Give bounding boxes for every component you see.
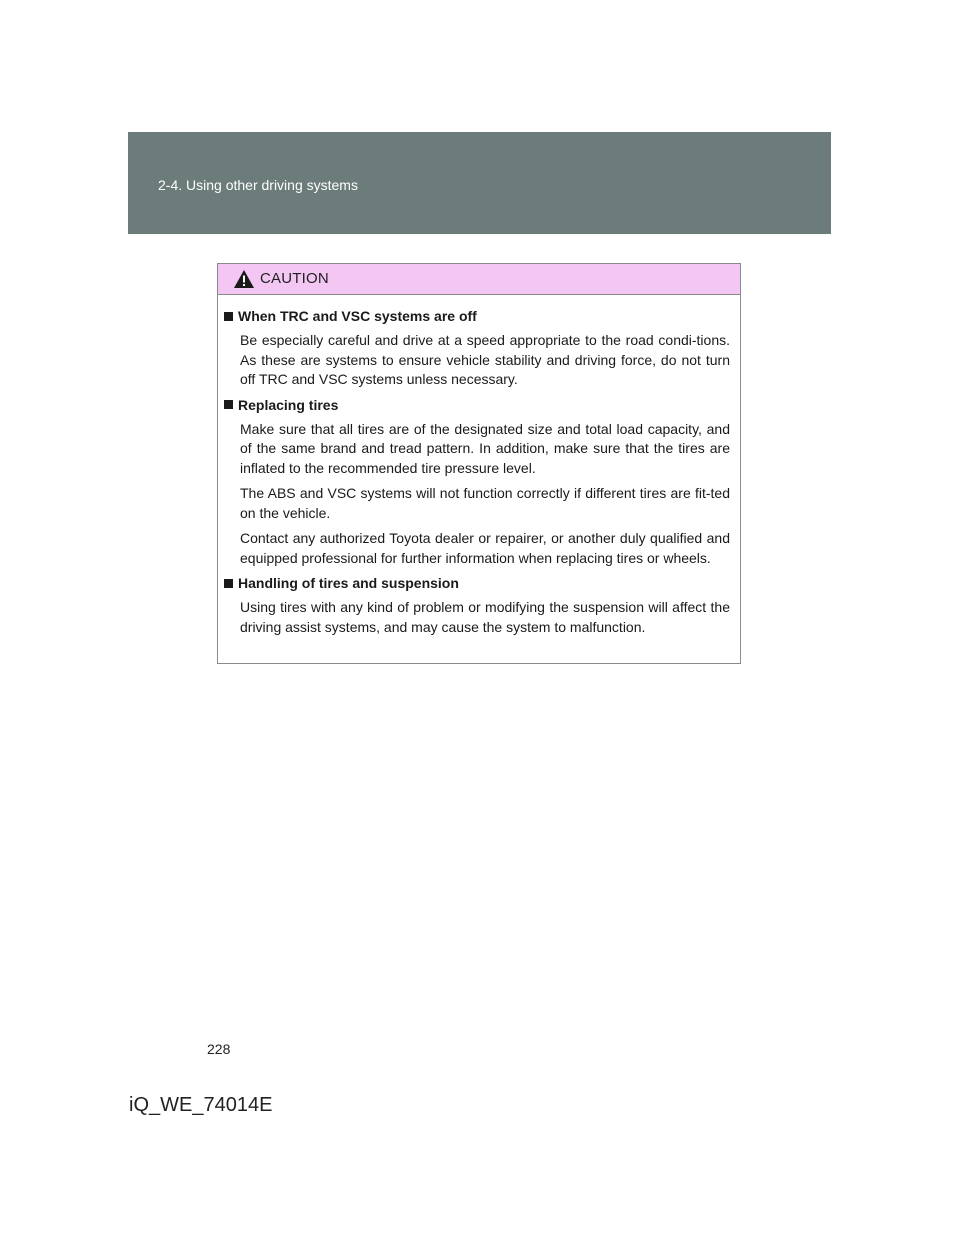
caution-title: CAUTION <box>260 270 329 287</box>
section-title: 2-4. Using other driving systems <box>158 177 358 193</box>
caution-section-tires-suspension <box>224 574 730 637</box>
caution-item-heading-text: Replacing tires <box>238 396 339 413</box>
caution-paragraph: The ABS and VSC systems will not function correctly if different tires are fit-ted on the vehicle. <box>240 485 730 521</box>
caution-paragraph: Make sure that all tires are of the designated size and total load capacity, and of the same brand and tread pattern. In addition, make sure that the tires are inflated to the recommended tire pressure level. <box>240 420 730 476</box>
caution-header <box>218 264 740 295</box>
warning-triangle-icon <box>233 269 255 289</box>
caution-section-trc-vsc-off <box>224 307 730 390</box>
document-code: iQ_WE_74014E <box>129 1094 273 1116</box>
square-bullet-icon <box>224 400 233 409</box>
caution-box <box>217 263 741 664</box>
caution-item-heading-text: When TRC and VSC systems are off <box>238 308 477 324</box>
caution-item-heading <box>224 307 730 325</box>
caution-item-heading-text: Handling of tires and suspension <box>238 575 459 591</box>
caution-section-replacing-tires <box>224 396 730 569</box>
caution-item-heading <box>224 396 730 414</box>
section-header-band <box>128 132 831 234</box>
caution-paragraph: Using tires with any kind of problem or modifying the suspension will affect the driving assist systems, and may cause the system to malfunction. <box>240 599 730 635</box>
caution-paragraph: Be especially careful and drive at a speed appropriate to the road condi-tions. As these are systems to ensure vehicle stability and driving force, do not turn off TRC and VSC systems unless necessary. <box>240 332 730 387</box>
caution-paragraph: Contact any authorized Toyota dealer or repairer, or another duly qualified and equipped professional for further information when replacing tires or wheels. <box>240 530 730 566</box>
square-bullet-icon <box>224 579 233 588</box>
page-number: 228 <box>207 1041 231 1057</box>
square-bullet-icon <box>224 312 233 321</box>
caution-body <box>218 295 740 637</box>
caution-item-heading <box>224 574 730 592</box>
